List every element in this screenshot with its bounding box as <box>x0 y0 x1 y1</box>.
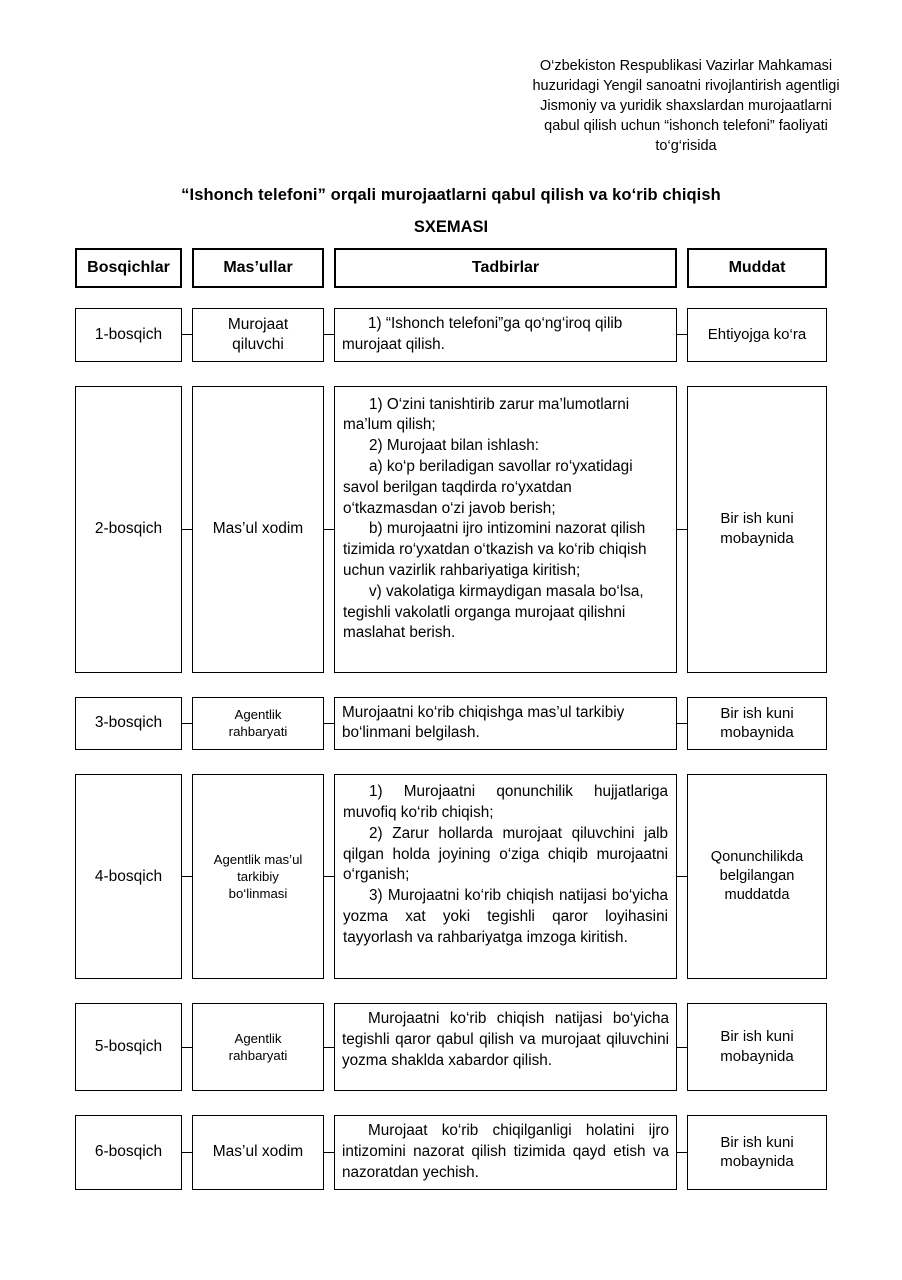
actions-text <box>335 775 676 955</box>
table-row <box>75 1003 827 1091</box>
connector-line <box>677 308 687 362</box>
responsible-label <box>193 514 323 544</box>
connector-line <box>324 774 334 979</box>
table-row <box>75 308 827 362</box>
term-line: Bir ish kuni <box>720 510 794 528</box>
column-header-actions <box>334 248 677 288</box>
header-line-4: qabul qilish uchun “ishonch telefoni” faoliyati <box>544 118 828 134</box>
term-line: muddatda <box>724 887 790 904</box>
table-row <box>75 1115 827 1189</box>
connector-line <box>324 386 334 673</box>
action-paragraph: b) murojaatni ijro intizomini nazorat qilish tizimida ro‘yxatdan o‘tkazish va ko‘rib chiqish uchun vazirlik rahbariyatiga kiritish; <box>343 520 647 579</box>
actions-text <box>335 1004 676 1076</box>
responsible-cell <box>192 1003 324 1091</box>
actions-cell <box>334 697 677 751</box>
header-line-2: huzuridagi Yengil sanoatni rivojlantirish agentligi <box>532 78 840 94</box>
stage-label: 1-bosqich <box>94 325 163 343</box>
header-gap-1 <box>182 248 192 288</box>
responsible-cell <box>192 386 324 673</box>
action-paragraph: 2) Murojaat bilan ishlash: <box>369 437 540 455</box>
header-line-1: O‘zbekiston Respublikasi Vazirlar Mahkamasi <box>539 58 833 74</box>
term-line: mobaynida <box>720 1048 794 1066</box>
responsible-label <box>193 846 323 907</box>
actions-text <box>335 1116 676 1188</box>
action-paragraph: 1) Murojaatni qonunchilik hujjatlariga muvofiq ko‘rib chiqish; <box>343 783 668 821</box>
column-header-stage <box>75 248 182 288</box>
header-gap-2 <box>324 248 334 288</box>
stage-cell <box>75 774 182 979</box>
actions-text <box>335 387 676 652</box>
actions-text <box>335 698 676 750</box>
term-line: Qonunchilikda <box>710 848 804 865</box>
connector-line <box>677 774 687 979</box>
term-line: Bir ish kuni <box>720 704 794 722</box>
term-line: Bir ish kuni <box>720 1028 794 1046</box>
connector-line <box>677 1115 687 1189</box>
stage-label: 2-bosqich <box>94 520 163 538</box>
connector-line <box>324 697 334 751</box>
action-paragraph: 1) “Ishonch telefoni”ga qo‘ng‘iroq qilib murojaat qilish. <box>342 315 623 353</box>
stage-cell <box>75 697 182 751</box>
connector-line <box>677 1003 687 1091</box>
action-paragraph: Murojaat ko‘rib chiqilganligi holatini ijro intizomini nazorat qilish tizimida qayd etish va nazoratdan yechish. <box>342 1122 669 1181</box>
stage-label: 3-bosqich <box>94 714 163 732</box>
responsible-line: Agentlik <box>234 707 282 723</box>
term-cell <box>687 697 827 751</box>
term-line: mobaynida <box>720 1153 794 1171</box>
table-row <box>75 697 827 751</box>
term-label <box>688 699 826 749</box>
actions-cell <box>334 308 677 362</box>
connector-line <box>677 386 687 673</box>
connector-line <box>182 1115 192 1189</box>
column-header-stage-label: Bosqichlar <box>87 259 170 276</box>
title-secondary: SXEMASI <box>413 218 489 236</box>
connector-line <box>677 697 687 751</box>
responsible-cell <box>192 308 324 362</box>
responsible-line: rahbaryati <box>228 1048 288 1064</box>
responsible-label <box>193 310 323 360</box>
responsible-label <box>193 1137 323 1167</box>
column-header-responsible-label: Mas’ullar <box>223 259 293 276</box>
responsible-line: tarkibiy <box>237 869 279 885</box>
action-paragraph: 1) O‘zini tanishtirib zarur ma’lumotlarni ma’lum qilish; <box>343 395 630 434</box>
stage-cell <box>75 308 182 362</box>
term-cell <box>687 1003 827 1091</box>
header-gap-3 <box>677 248 687 288</box>
responsible-line: rahbaryati <box>228 724 288 740</box>
connector-line <box>182 774 192 979</box>
term-line: Ehtiyojga ko‘ra <box>707 325 807 343</box>
stage-cell <box>75 386 182 673</box>
table-header-row <box>75 248 827 288</box>
actions-cell <box>334 386 677 673</box>
column-header-responsible <box>192 248 324 288</box>
term-cell <box>687 774 827 979</box>
connector-line <box>324 308 334 362</box>
responsible-line: Mas’ul xodim <box>212 520 304 538</box>
action-paragraph: a) ko‘p beriladigan savollar ro‘yxatidagi savol berilgan taqdirda ro‘yxatdan o‘tkazmasdan o‘zi javob berish; <box>343 457 633 517</box>
responsible-cell <box>192 774 324 979</box>
term-label <box>688 320 826 350</box>
table-row <box>75 386 827 673</box>
connector-line <box>182 697 192 751</box>
header-line-3: Jismoniy va yuridik shaxslardan murojaatlarni <box>540 98 832 114</box>
action-paragraph: v) vakolatiga kirmaydigan masala bo‘lsa, tegishli vakolatli organga murojaat qilishni maslahat berish. <box>343 582 644 642</box>
stage-label: 6-bosqich <box>94 1143 163 1161</box>
table-row <box>75 774 827 979</box>
connector-line <box>182 308 192 362</box>
stage-label: 5-bosqich <box>94 1038 163 1056</box>
term-label <box>688 504 826 554</box>
actions-cell <box>334 1003 677 1091</box>
stage-label: 4-bosqich <box>94 867 163 885</box>
term-label <box>688 1128 826 1178</box>
actions-text <box>335 309 676 361</box>
actions-cell <box>334 1115 677 1189</box>
term-cell <box>687 386 827 673</box>
column-header-term-label: Muddat <box>728 259 786 276</box>
responsible-line: Mas’ul xodim <box>212 1143 304 1161</box>
schema-table <box>75 248 827 1214</box>
responsible-line: bo‘linmasi <box>228 886 288 902</box>
term-cell <box>687 308 827 362</box>
stage-cell <box>75 1003 182 1091</box>
title-primary: “Ishonch telefoni” orqali murojaatlarni qabul qilish va ko‘rib chiqish <box>181 186 721 204</box>
responsible-label <box>193 701 323 745</box>
term-line: mobaynida <box>720 724 794 742</box>
responsible-label <box>193 1025 323 1069</box>
column-header-term <box>687 248 827 288</box>
action-paragraph: 3) Murojaatni ko‘rib chiqish natijasi bo‘yicha yozma xat yoki tegishli qaror loyihasini tayyorlash va rahbariyatga imzoga kiritish. <box>343 887 668 946</box>
connector-line <box>324 1115 334 1189</box>
actions-cell <box>334 774 677 979</box>
header-line-5: to‘g‘risida <box>655 138 717 154</box>
document-title <box>0 186 902 237</box>
connector-line <box>182 386 192 673</box>
responsible-line: Agentlik <box>234 1031 282 1047</box>
connector-line <box>324 1003 334 1091</box>
responsible-line: Agentlik mas’ul <box>213 851 303 867</box>
action-paragraph: Murojaatni ko‘rib chiqishga mas’ul tarkibiy bo‘linmani belgilash. <box>342 703 625 742</box>
term-label <box>688 1022 826 1072</box>
responsible-line: qiluvchi <box>232 335 284 353</box>
column-header-actions-label: Tadbirlar <box>471 259 540 276</box>
action-paragraph: 2) Zarur hollarda murojaat qiluvchini jalb qilgan holda joyining o‘ziga chiqib murojaatni o‘rganish; <box>343 824 668 884</box>
responsible-cell <box>192 1115 324 1189</box>
term-line: mobaynida <box>720 530 794 548</box>
responsible-line: Murojaat <box>227 315 289 333</box>
term-line: belgilangan <box>719 868 795 885</box>
term-cell <box>687 1115 827 1189</box>
stage-cell <box>75 1115 182 1189</box>
responsible-cell <box>192 697 324 751</box>
term-line: Bir ish kuni <box>720 1133 794 1151</box>
action-paragraph: Murojaatni ko‘rib chiqish natijasi bo‘yicha tegishli qaror qabul qilish va murojaat qiluvchini yozma shaklda xabardor qilish. <box>342 1010 669 1069</box>
term-label <box>688 843 826 911</box>
connector-line <box>182 1003 192 1091</box>
document-header <box>506 56 866 156</box>
